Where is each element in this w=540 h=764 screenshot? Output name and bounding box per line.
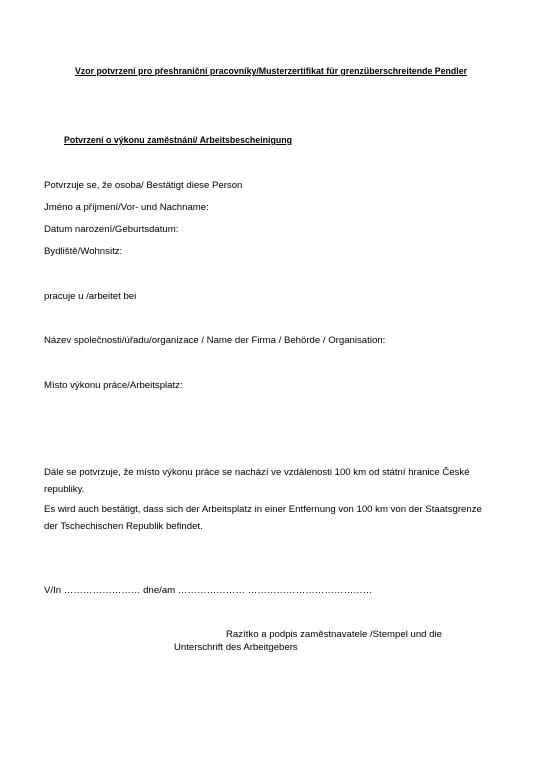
residence-label: Bydliště/Wohnsitz: — [44, 246, 123, 257]
distance-confirmation-cs: Dále se potvrzuje, že místo výkonu práce se nachází ve vzdálenosti 100 km od státní hranice České republiky. — [44, 467, 470, 495]
place-date-line: V/In …………………… dne/am ………………… ………………………………… — [44, 585, 373, 596]
workplace-label: Místo výkonu práce/Arbeitsplatz: — [44, 380, 183, 391]
certificate-subtitle-de: Arbeitsbescheinigung — [199, 135, 292, 145]
confirm-person-line: Potvrzuje se, že osoba/ Bestätigt diese Person — [44, 180, 243, 191]
employer-signature-line-1: Razítko a podpis zaměstnavatele /Stempel und die — [226, 629, 442, 640]
birthdate-label: Datum narození/Geburtsdatum: — [44, 224, 179, 235]
employer-signature-line-2: Unterschrift des Arbeitgebers — [174, 642, 298, 653]
certificate-subtitle-cs: Potvrzení o výkonu zaměstnání/ — [64, 135, 198, 145]
name-label: Jméno a příjmení/Vor- und Nachname: — [44, 202, 209, 213]
certificate-subtitle — [64, 134, 292, 146]
distance-confirmation-de: Es wird auch bestätigt, dass sich der Arbeitsplatz in einer Entfernung von 100 km von der Staatsgrenze der Tschechischen Republik befindet. — [44, 504, 482, 532]
company-label: Název společnosti/úřadu/organizace / Name der Firma / Behörde / Organisation: — [44, 335, 386, 346]
works-at-label: pracuje u /arbeitet bei — [44, 291, 137, 302]
document-title: Vzor potvrzení pro přeshraniční pracovníky/Musterzertifikat für grenzüberschreitende Pendler — [75, 66, 468, 76]
